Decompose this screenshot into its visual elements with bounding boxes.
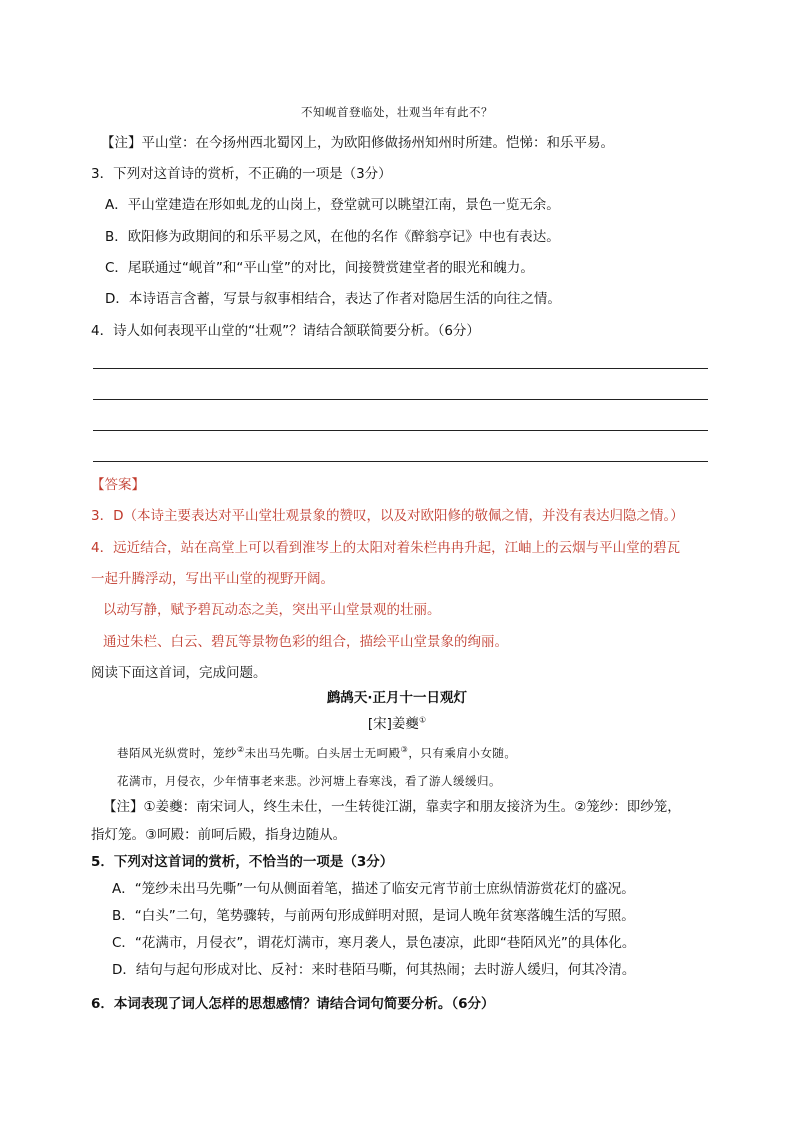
ci-verse-1-part: 未出马先嘶。白头居士无呵殿: [244, 746, 401, 760]
answer-q4-line2: 一起升腾浮动，写出平山堂的视野开阔。: [91, 571, 334, 587]
ci-verse-2: 花满市，月侵衣，少年情事老来悲。沙河塘上春寒浅，看了游人缓缓归。: [117, 774, 501, 788]
q5-stem: 5．下列对这首词的赏析，不恰当的一项是（3分）: [91, 854, 394, 870]
reading-intro: 阅读下面这首词，完成问题。: [91, 665, 267, 681]
answer-line: [93, 461, 708, 462]
answer-heading: 【答案】: [91, 477, 145, 493]
answer-q4-line3: 以动写静，赋予碧瓦动态之美，突出平山堂景观的壮丽。: [103, 602, 441, 618]
ci-verse-1-part: 巷陌风光纵赏时，笼纱: [117, 746, 237, 760]
q5-option-a: A．“笼纱未出马先嘶”一句从侧面着笔，描述了临安元宵节前士庶纵情游赏花灯的盛况。: [112, 881, 635, 897]
q3-stem: 3．下列对这首诗的赏析，不正确的一项是（3分）: [91, 166, 392, 182]
ci-author-name: [宋]姜夔: [367, 716, 419, 732]
q5-option-c: C．“花满市，月侵衣”，谓花灯满市，寒月袭人，景色凄凉，此即“巷陌风光”的具体化。: [112, 935, 636, 951]
answer-line: [93, 399, 708, 400]
q3-option-d: D．本诗语言含蓄，写景与叙事相结合，表达了作者对隐居生活的向往之情。: [105, 291, 561, 307]
answer-line: [93, 430, 708, 431]
answer-q4-line1: 4．远近结合，站在高堂上可以看到淮岑上的太阳对着朱栏冉冉升起，江岫上的云烟与平山堂的碧瓦: [91, 540, 681, 556]
ci-title: 鹧鸪天·正月十一日观灯: [326, 690, 468, 706]
ci-verse-1: [117, 744, 516, 762]
ci-verse-1-part: ，只有乘肩小女随。: [408, 746, 517, 760]
ci-note-line1: 【注】①姜夔：南宋词人，终生未仕，一生转徙江湖，靠卖字和朋友接济为生。②笼纱：即纱笼，: [103, 799, 681, 815]
answer-line: [93, 368, 708, 369]
q6-stem: 6．本词表现了词人怎样的思想感情？请结合词句简要分析。（6分）: [91, 996, 495, 1012]
q3-option-b: B．欧阳修为政期间的和乐平易之风，在他的名作《醉翁亭记》中也有表达。: [105, 229, 560, 245]
poem-note: 【注】平山堂：在今扬州西北蜀冈上，为欧阳修做扬州知州时所建。恺悌：和乐平易。: [101, 135, 614, 151]
ci-author-footnote-mark: ①: [418, 715, 427, 725]
answer-q3: 3．D（本诗主要表达对平山堂壮观景象的赞叹，以及对欧阳修的敬佩之情，并没有表达归隐之情。）: [91, 508, 684, 524]
q4-stem: 4．诗人如何表现平山堂的“壮观”？请结合颔联简要分析。（6分）: [91, 323, 480, 339]
poem-closing-line: 不知岘首登临处，壮观当年有此不？: [301, 105, 493, 119]
q5-option-b: B．“白头”二句，笔势骤转，与前两句形成鲜明对照，是词人晚年贫寒落魄生活的写照。: [112, 908, 635, 924]
footnote-mark: ③: [400, 745, 409, 755]
footnote-mark: ②: [237, 745, 245, 755]
q3-option-c: C．尾联通过“岘首”和“平山堂”的对比，间接赞赏建堂者的眼光和魄力。: [105, 260, 534, 276]
answer-q4-line4: 通过朱栏、白云、碧瓦等景物色彩的组合，描绘平山堂景象的绚丽。: [103, 634, 508, 650]
ci-note-line2: 指灯笼。③呵殿：前呵后殿，指身边随从。: [91, 827, 347, 843]
ci-author: [0, 715, 794, 733]
q5-option-d: D．结句与起句形成对比、反衬：来时巷陌马嘶，何其热闹；去时游人缓归，何其冷清。: [112, 962, 636, 978]
q3-option-a: A．平山堂建造在形如虬龙的山岗上，登堂就可以眺望江南，景色一览无余。: [105, 197, 560, 213]
